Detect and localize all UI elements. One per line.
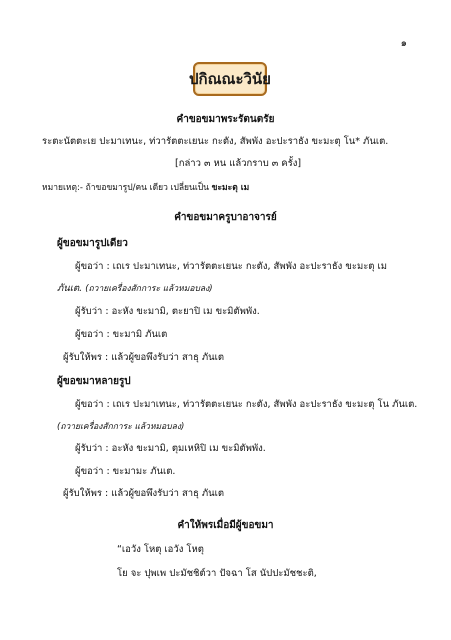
note-bold-text: ขะมะตุ เม (211, 183, 250, 193)
multi-receiver-line: ผู้รับว่า : อะหัง ขะมามิ, ตุมเหหิปิ เม ขะมิตัพพัง. (75, 443, 266, 454)
multi-blessing-line: ผู้รับให้พร : แล้วผู้ขอพึงรับว่า สาธุ ภันเต (63, 488, 225, 499)
single-request-line: ผู้ขอว่า : เถเร ปะมาเทนะ, ท่วารัตตะเยนะ กะตัง, สัพพัง อะปะราธัง ขะมะตุ เม (75, 261, 388, 272)
page-number: ๑ (400, 38, 407, 49)
single-offering-instruction: (ถวายเครื่องสักการะ แล้วหมอบลง) (85, 284, 213, 294)
triple-gem-instruction: [กล่าว ๓ หน แล้วกราบ ๓ ครั้ง] (175, 158, 302, 169)
multi-offering-instruction: (ถวายเครื่องสักการะ แล้วหมอบลง) (57, 422, 185, 432)
section-heading-teacher: คำขอขมาครูบาอาจารย์ (174, 212, 277, 223)
note-text: หมายเหตุ:- ถ้าขอขมารูป/คน เดียว เปลี่ยนเป็น (42, 183, 212, 193)
triple-gem-chant-line: ระตะนัตตะเย ปะมาเทนะ, ท่วารัตตะเยนะ กะตัง, สัพพัง อะปะราธัง ขะมะตุ โน* ภันเต. (42, 136, 389, 147)
multi-request-reply-line: ผู้ขอว่า : ขะมามะ ภันเต. (75, 466, 176, 477)
single-receiver-line: ผู้รับว่า : อะหัง ขะมามิ, ตะยาปิ เม ขะมิตัพพัง. (75, 306, 260, 317)
single-request-reply-line: ผู้ขอว่า : ขะมามิ ภันเต (75, 329, 168, 340)
multi-requester-title: ผู้ขอขมาหลายรูป (57, 376, 131, 387)
single-bhante-text: ภันเต. (57, 283, 86, 294)
multi-request-line: ผู้ขอว่า : เถเร ปะมาเทนะ, ท่วารัตตะเยนะ กะตัง, สัพพัง อะปะราธัง ขะมะตุ โน ภันเต. (75, 399, 418, 410)
blessing-chant-line-2: โย จะ ปุพเพ ปะมัชชิต์วา ปัจฉา โส นัปปะมัชชะติ, (117, 568, 317, 579)
page-title: ปกิณณะวินัย (189, 70, 271, 88)
blessing-chant-line-1: “เอวัง โหตุ เอวัง โหตุ (117, 544, 204, 555)
section-heading-triple-gem: คำขอขมาพระรัตนตรัย (176, 114, 275, 125)
single-request-continuation (57, 281, 213, 296)
note-line (42, 180, 249, 194)
single-blessing-line: ผู้รับให้พร : แล้วผู้ขอพึงรับว่า สาธุ ภันเต (63, 352, 225, 363)
page-title-box (189, 62, 271, 96)
section-heading-blessing: คำให้พรเมื่อมีผู้ขอขมา (177, 520, 274, 531)
single-requester-title: ผู้ขอขมารูปเดียว (57, 238, 128, 249)
